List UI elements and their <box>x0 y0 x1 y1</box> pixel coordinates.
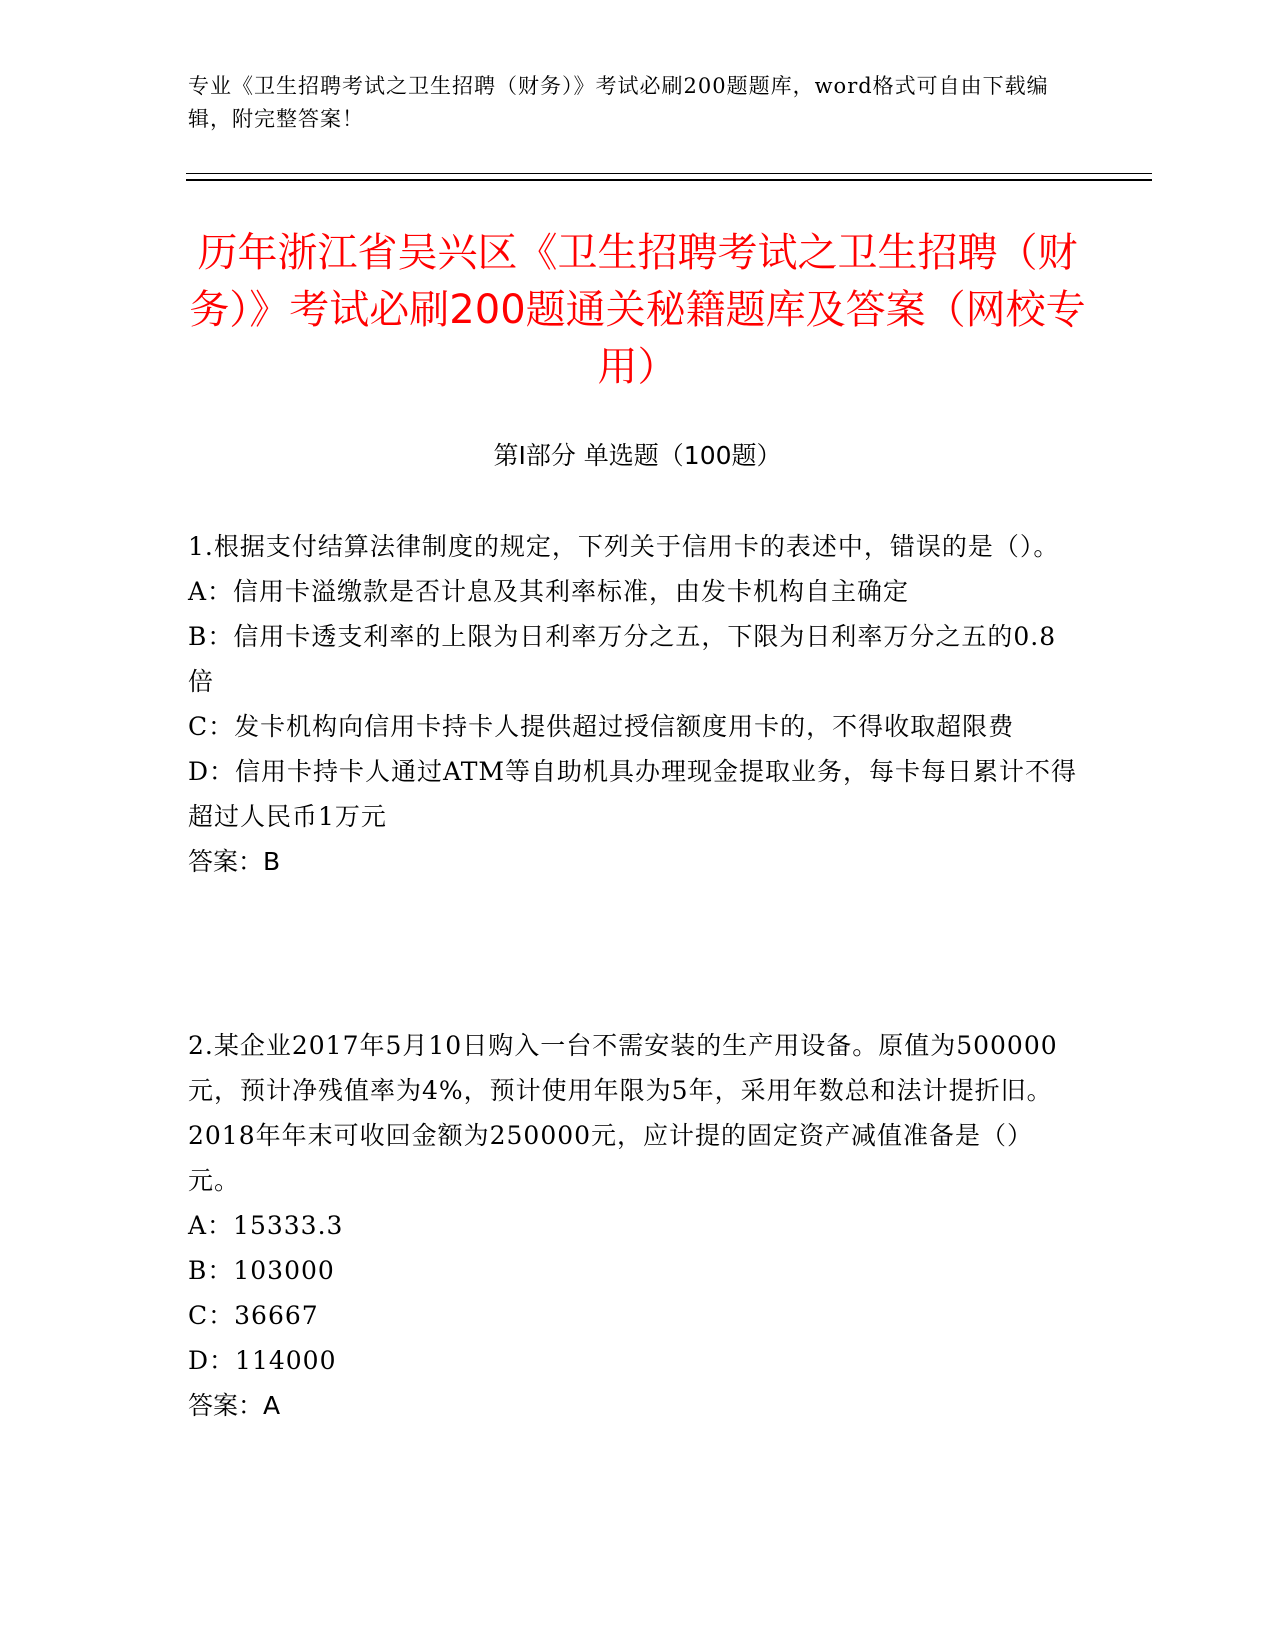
section-title: 第I部分 单选题（100题） <box>493 441 782 470</box>
option-b: B：信用卡透支利率的上限为日利率万分之五，下限为日利率万分之五的0.8倍 <box>188 622 1057 696</box>
document-title: 历年浙江省吴兴区《卫生招聘考试之卫生招聘（财务）》考试必刷200题通关秘籍题库及答案（网校专用） <box>189 230 1086 390</box>
answer: 答案：B <box>188 847 281 876</box>
option-d: D：信用卡持卡人通过ATM等自助机具办理现金提取业务，每卡每日累计不得超过人民币1万元 <box>188 757 1078 831</box>
option-b: B：103000 <box>188 1256 335 1285</box>
option-d: D：114000 <box>188 1346 337 1375</box>
option-a: A：信用卡溢缴款是否计息及其利率标准，由发卡机构自主确定 <box>188 577 910 606</box>
question-2 <box>188 1023 1078 1428</box>
header-divider-thick <box>186 179 1152 181</box>
answer: 答案：A <box>188 1391 281 1420</box>
option-a: A：15333.3 <box>188 1211 344 1240</box>
option-c: C：36667 <box>188 1301 319 1330</box>
question-text: 1.根据支付结算法律制度的规定，下列关于信用卡的表述中，错误的是（）。 <box>188 532 1060 561</box>
option-c: C：发卡机构向信用卡持卡人提供超过授信额度用卡的，不得收取超限费 <box>188 712 1015 741</box>
header-note: 专业《卫生招聘考试之卫生招聘（财务）》考试必刷200题题库，word格式可自由下载编辑，附完整答案！ <box>188 74 1049 131</box>
header-divider-thin <box>186 173 1152 174</box>
question-text: 2.某企业2017年5月10日购入一台不需安装的生产用设备。原值为500000元，预计净残值率为4%，预计使用年限为5年，采用年数总和法计提折旧。2018年年末可收回金额为250000元，应计提的固定资产减值准备是（）元。 <box>188 1031 1058 1195</box>
question-1 <box>188 524 1078 884</box>
